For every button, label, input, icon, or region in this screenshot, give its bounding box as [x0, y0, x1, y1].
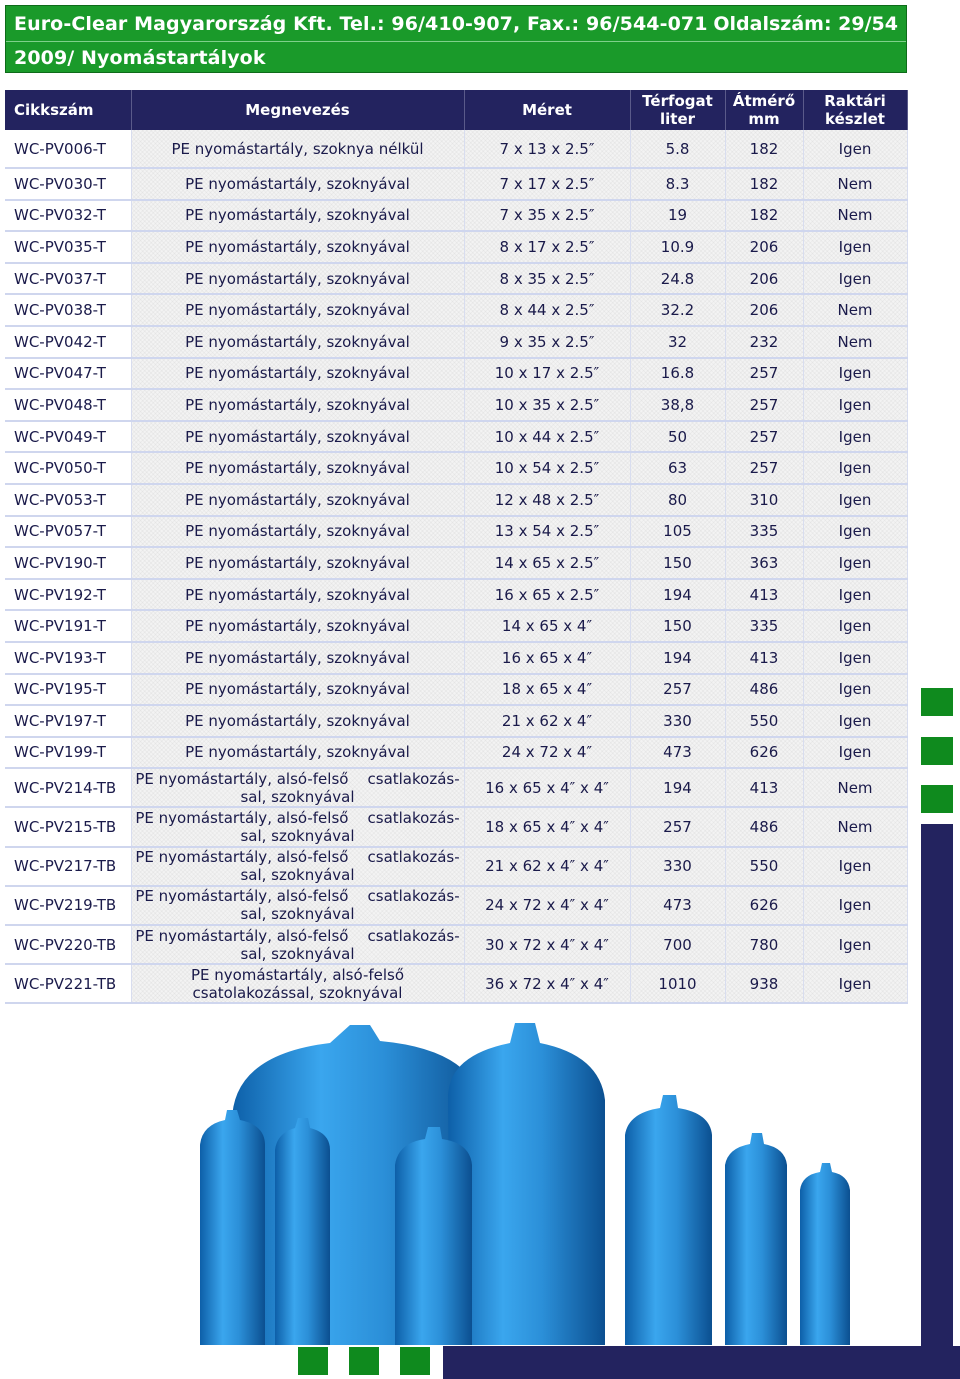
- cell-name-line2: sal, szoknyával: [240, 787, 355, 806]
- cell-stock: Nem: [803, 294, 907, 326]
- decor-navy-bottombar: [443, 1346, 960, 1379]
- cell-name: PE nyomástartály, szoknyával: [131, 326, 464, 358]
- table-header-row: [5, 90, 907, 130]
- table-row: [5, 768, 907, 807]
- cell-name: PE nyomástartály, szoknyával: [131, 642, 464, 674]
- cell-size: 16 x 65 x 4″ x 4″: [464, 768, 630, 807]
- cell-size: 21 x 62 x 4″ x 4″: [464, 847, 630, 886]
- cell-volume: 473: [630, 737, 725, 769]
- cell-code: WC-PV050-T: [5, 452, 131, 484]
- cell-stock: Igen: [803, 547, 907, 579]
- table-row: [5, 547, 907, 579]
- cell-diameter: 257: [725, 452, 803, 484]
- cell-code: WC-PV221-TB: [5, 964, 131, 1003]
- cell-volume: 19: [630, 200, 725, 232]
- cell-name: PE nyomástartály, szoknyával: [131, 452, 464, 484]
- cell-stock: Igen: [803, 964, 907, 1003]
- cell-volume: 16.8: [630, 358, 725, 390]
- cell-size: 13 x 54 x 2.5″: [464, 516, 630, 548]
- cell-size: 18 x 65 x 4″ x 4″: [464, 807, 630, 846]
- cell-volume: 1010: [630, 964, 725, 1003]
- cell-name: [131, 925, 464, 964]
- cell-name: PE nyomástartály, szoknyával: [131, 200, 464, 232]
- cell-code: WC-PV215-TB: [5, 807, 131, 846]
- table-row: [5, 231, 907, 263]
- cell-code: WC-PV035-T: [5, 231, 131, 263]
- cell-size: 8 x 35 x 2.5″: [464, 263, 630, 295]
- cell-diameter: 626: [725, 886, 803, 925]
- table-row: [5, 358, 907, 390]
- cell-size: 14 x 65 x 2.5″: [464, 547, 630, 579]
- cell-volume: 194: [630, 642, 725, 674]
- tank-small-6: [800, 1163, 850, 1345]
- cell-diameter: 182: [725, 168, 803, 200]
- cell-volume: 194: [630, 579, 725, 611]
- tank-small-5: [725, 1133, 787, 1345]
- cell-volume: 8.3: [630, 168, 725, 200]
- cell-name: [131, 768, 464, 807]
- cell-stock: Igen: [803, 579, 907, 611]
- cell-code: WC-PV195-T: [5, 674, 131, 706]
- cell-stock: Igen: [803, 925, 907, 964]
- cell-code: WC-PV219-TB: [5, 886, 131, 925]
- cell-size: 7 x 13 x 2.5″: [464, 130, 630, 168]
- cell-name-line1: PE nyomástartály, alsó-felső csatlakozás-: [135, 848, 460, 867]
- cell-name-line1: PE nyomástartály, alsó-felső csatlakozás-: [135, 887, 460, 906]
- cell-diameter: 335: [725, 516, 803, 548]
- table-row: [5, 886, 907, 925]
- decor-green-square: [921, 688, 953, 716]
- cell-volume: 150: [630, 610, 725, 642]
- column-header-name: Megnevezés: [131, 90, 464, 130]
- table-row: [5, 579, 907, 611]
- cell-diameter: 182: [725, 200, 803, 232]
- cell-diameter: 182: [725, 130, 803, 168]
- cell-size: 18 x 65 x 4″: [464, 674, 630, 706]
- company-contact: Euro-Clear Magyarország Kft. Tel.: 96/410-907, Fax.: 96/544-071: [14, 13, 708, 35]
- table-row: [5, 326, 907, 358]
- cell-size: 14 x 65 x 4″: [464, 610, 630, 642]
- cell-volume: 63: [630, 452, 725, 484]
- cell-size: 9 x 35 x 2.5″: [464, 326, 630, 358]
- table-row: [5, 642, 907, 674]
- header-divider: [6, 41, 906, 42]
- cell-name-line2: sal, szoknyával: [240, 827, 355, 846]
- cell-size: 16 x 65 x 4″: [464, 642, 630, 674]
- table-row: [5, 964, 907, 1003]
- cell-name: PE nyomástartály, szoknyával: [131, 294, 464, 326]
- cell-volume: 257: [630, 807, 725, 846]
- cell-code: WC-PV193-T: [5, 642, 131, 674]
- cell-name: PE nyomástartály, szoknyával: [131, 579, 464, 611]
- cell-diameter: 232: [725, 326, 803, 358]
- stock-header-line1: Raktári: [824, 92, 886, 110]
- cell-size: 36 x 72 x 4″ x 4″: [464, 964, 630, 1003]
- cell-name: PE nyomástartály, szoknyával: [131, 231, 464, 263]
- cell-name-line1: PE nyomástartály, alsó-felső csatlakozás-: [135, 926, 460, 945]
- cell-name: [131, 807, 464, 846]
- column-header-size: Méret: [464, 90, 630, 130]
- cell-volume: 330: [630, 847, 725, 886]
- column-header-code: Cikkszám: [5, 90, 131, 130]
- cell-stock: Igen: [803, 705, 907, 737]
- tank-small-2: [275, 1118, 330, 1345]
- cell-diameter: 257: [725, 358, 803, 390]
- cell-volume: 700: [630, 925, 725, 964]
- cell-diameter: 550: [725, 847, 803, 886]
- table-row: [5, 847, 907, 886]
- cell-code: WC-PV214-TB: [5, 768, 131, 807]
- table-row: [5, 925, 907, 964]
- cell-code: WC-PV192-T: [5, 579, 131, 611]
- cell-diameter: 780: [725, 925, 803, 964]
- cell-size: 7 x 17 x 2.5″: [464, 168, 630, 200]
- cell-name: PE nyomástartály, szoknyával: [131, 358, 464, 390]
- cell-stock: Nem: [803, 768, 907, 807]
- diameter-header-line1: Átmérő: [732, 92, 796, 110]
- cell-diameter: 363: [725, 547, 803, 579]
- stock-header-line2: készlet: [825, 110, 885, 128]
- decor-green-square: [400, 1347, 430, 1375]
- cell-code: WC-PV048-T: [5, 389, 131, 421]
- cell-stock: Igen: [803, 263, 907, 295]
- cell-diameter: 486: [725, 807, 803, 846]
- cell-diameter: 413: [725, 642, 803, 674]
- decor-green-square: [921, 737, 953, 765]
- cell-stock: Igen: [803, 610, 907, 642]
- cell-code: WC-PV199-T: [5, 737, 131, 769]
- decor-green-square: [921, 785, 953, 813]
- cell-code: WC-PV053-T: [5, 484, 131, 516]
- table-row: [5, 389, 907, 421]
- cell-code: WC-PV190-T: [5, 547, 131, 579]
- cell-stock: Igen: [803, 674, 907, 706]
- cell-diameter: 257: [725, 421, 803, 453]
- cell-volume: 32.2: [630, 294, 725, 326]
- table-row: [5, 421, 907, 453]
- cell-stock: Nem: [803, 807, 907, 846]
- cell-stock: Igen: [803, 130, 907, 168]
- cell-size: 12 x 48 x 2.5″: [464, 484, 630, 516]
- cell-volume: 473: [630, 886, 725, 925]
- cell-name: PE nyomástartály, szoknyával: [131, 737, 464, 769]
- tank-small-3: [395, 1127, 472, 1345]
- cell-diameter: 206: [725, 263, 803, 295]
- cell-volume: 24.8: [630, 263, 725, 295]
- cell-code: WC-PV006-T: [5, 130, 131, 168]
- cell-diameter: 413: [725, 768, 803, 807]
- cell-diameter: 938: [725, 964, 803, 1003]
- cell-stock: Igen: [803, 847, 907, 886]
- cell-name: PE nyomástartály, szoknyával: [131, 705, 464, 737]
- column-header-volume: [630, 90, 725, 130]
- cell-volume: 150: [630, 547, 725, 579]
- cell-name: PE nyomástartály, szoknyával: [131, 547, 464, 579]
- cell-stock: Nem: [803, 168, 907, 200]
- cell-size: 10 x 17 x 2.5″: [464, 358, 630, 390]
- cell-size: 30 x 72 x 4″ x 4″: [464, 925, 630, 964]
- cell-code: WC-PV049-T: [5, 421, 131, 453]
- table-row: [5, 610, 907, 642]
- cell-name: PE nyomástartály, szoknyával: [131, 389, 464, 421]
- cell-size: 16 x 65 x 2.5″: [464, 579, 630, 611]
- cell-size: 10 x 54 x 2.5″: [464, 452, 630, 484]
- diameter-header-line2: mm: [748, 110, 780, 128]
- page-number: Oldalszám: 29/54: [713, 13, 898, 35]
- decor-green-square: [298, 1347, 328, 1375]
- cell-name-line2: sal, szoknyával: [240, 944, 355, 963]
- cell-volume: 330: [630, 705, 725, 737]
- cell-diameter: 486: [725, 674, 803, 706]
- table-row: [5, 516, 907, 548]
- cell-name-line2: sal, szoknyával: [240, 866, 355, 885]
- decor-green-square: [349, 1347, 379, 1375]
- cell-size: 21 x 62 x 4″: [464, 705, 630, 737]
- cell-volume: 105: [630, 516, 725, 548]
- cell-code: WC-PV191-T: [5, 610, 131, 642]
- cell-size: 8 x 17 x 2.5″: [464, 231, 630, 263]
- cell-size: 7 x 35 x 2.5″: [464, 200, 630, 232]
- cell-stock: Igen: [803, 484, 907, 516]
- cell-name: PE nyomástartály, szoknyával: [131, 484, 464, 516]
- cell-volume: 194: [630, 768, 725, 807]
- cell-stock: Igen: [803, 389, 907, 421]
- cell-name: PE nyomástartály, szoknyával: [131, 263, 464, 295]
- cell-code: WC-PV030-T: [5, 168, 131, 200]
- tank-small-1: [200, 1110, 265, 1345]
- cell-code: WC-PV032-T: [5, 200, 131, 232]
- section-title: 2009/ Nyomástartályok: [14, 47, 266, 69]
- cell-name-line1: PE nyomástartály, alsó-felső csatlakozás-: [135, 809, 460, 828]
- cell-diameter: 550: [725, 705, 803, 737]
- cell-volume: 5.8: [630, 130, 725, 168]
- cell-stock: Igen: [803, 358, 907, 390]
- cell-size: 24 x 72 x 4″ x 4″: [464, 886, 630, 925]
- cell-code: WC-PV047-T: [5, 358, 131, 390]
- cell-name: PE nyomástartály, szoknyával: [131, 610, 464, 642]
- cell-name: PE nyomástartály, szoknyával: [131, 674, 464, 706]
- cell-code: WC-PV220-TB: [5, 925, 131, 964]
- cell-code: WC-PV038-T: [5, 294, 131, 326]
- cell-code: WC-PV197-T: [5, 705, 131, 737]
- page-header: [5, 5, 907, 73]
- cell-name: [131, 964, 464, 1003]
- cell-volume: 32: [630, 326, 725, 358]
- cell-code: WC-PV042-T: [5, 326, 131, 358]
- table-row: [5, 168, 907, 200]
- cell-diameter: 206: [725, 294, 803, 326]
- table-row: [5, 263, 907, 295]
- cell-stock: Igen: [803, 231, 907, 263]
- cell-stock: Igen: [803, 452, 907, 484]
- cell-stock: Igen: [803, 642, 907, 674]
- cell-diameter: 257: [725, 389, 803, 421]
- cell-stock: Igen: [803, 886, 907, 925]
- cell-diameter: 206: [725, 231, 803, 263]
- cell-size: 8 x 44 x 2.5″: [464, 294, 630, 326]
- table-row: [5, 200, 907, 232]
- cell-size: 10 x 35 x 2.5″: [464, 389, 630, 421]
- cell-code: WC-PV057-T: [5, 516, 131, 548]
- cell-code: WC-PV217-TB: [5, 847, 131, 886]
- table-row: [5, 705, 907, 737]
- column-header-diameter: [725, 90, 803, 130]
- cell-name-line2: sal, szoknyával: [240, 905, 355, 924]
- cell-stock: Nem: [803, 200, 907, 232]
- cell-diameter: 626: [725, 737, 803, 769]
- cell-code: WC-PV037-T: [5, 263, 131, 295]
- cell-diameter: 310: [725, 484, 803, 516]
- cell-size: 24 x 72 x 4″: [464, 737, 630, 769]
- table-row: [5, 674, 907, 706]
- table-row: [5, 452, 907, 484]
- cell-stock: Igen: [803, 516, 907, 548]
- tank-small-4: [625, 1095, 712, 1345]
- cell-name: PE nyomástartály, szoknyával: [131, 516, 464, 548]
- table-row: [5, 737, 907, 769]
- cell-stock: Nem: [803, 326, 907, 358]
- cell-volume: 257: [630, 674, 725, 706]
- cell-size: 10 x 44 x 2.5″: [464, 421, 630, 453]
- table-row: [5, 294, 907, 326]
- pressure-tanks-photo: [180, 1015, 940, 1345]
- cell-volume: 80: [630, 484, 725, 516]
- cell-volume: 50: [630, 421, 725, 453]
- cell-name-line1: PE nyomástartály, alsó-felső: [190, 965, 405, 984]
- table-row: [5, 484, 907, 516]
- cell-name: PE nyomástartály, szoknyával: [131, 168, 464, 200]
- product-table: [5, 90, 908, 1004]
- cell-name: [131, 886, 464, 925]
- cell-name: PE nyomástartály, szoknyával: [131, 421, 464, 453]
- volume-header-line2: liter: [659, 110, 696, 128]
- cell-diameter: 413: [725, 579, 803, 611]
- cell-name: [131, 847, 464, 886]
- table-row: [5, 807, 907, 846]
- table-row: [5, 130, 907, 168]
- cell-volume: 10.9: [630, 231, 725, 263]
- cell-diameter: 335: [725, 610, 803, 642]
- cell-name: PE nyomástartály, szoknya nélkül: [131, 130, 464, 168]
- column-header-stock: [803, 90, 907, 130]
- volume-header-line1: Térfogat: [642, 92, 713, 110]
- cell-name-line2: csatolakozással, szoknyával: [192, 983, 403, 1002]
- cell-name-line1: PE nyomástartály, alsó-felső csatlakozás-: [135, 769, 460, 788]
- cell-stock: Igen: [803, 737, 907, 769]
- cell-stock: Igen: [803, 421, 907, 453]
- cell-volume: 38,8: [630, 389, 725, 421]
